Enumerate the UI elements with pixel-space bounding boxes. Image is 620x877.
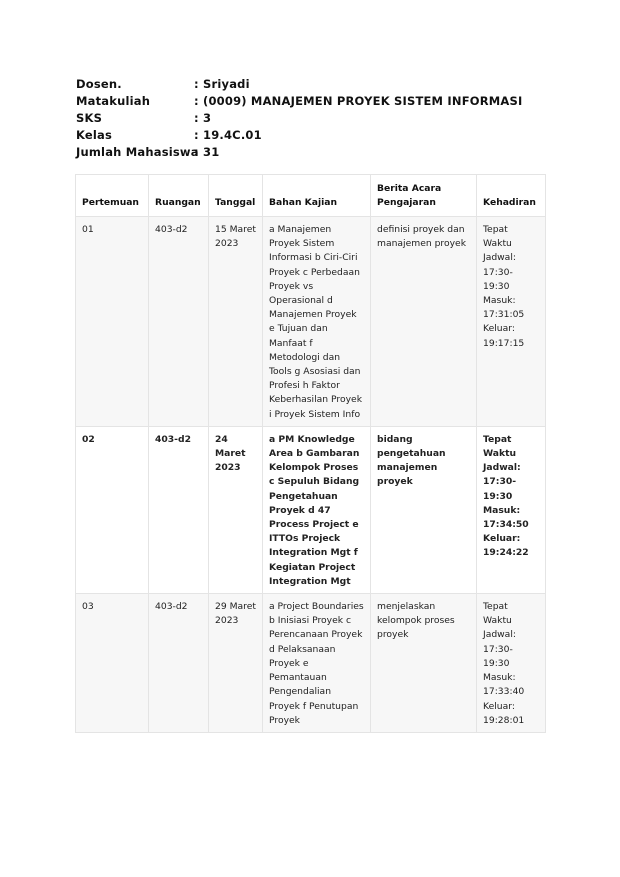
info-value: : 3: [194, 111, 212, 125]
cell-kehadiran: Tepat Waktu Jadwal: 17:30-19:30 Masuk: 17:34:50 Keluar: 19:24:22: [477, 426, 546, 593]
cell-tanggal: 15 Maret 2023: [209, 217, 263, 427]
info-row-matakuliah: [76, 93, 523, 110]
cell-ruangan: 403-d2: [149, 594, 209, 733]
info-label: Jumlah Mahasiswa: [76, 145, 199, 159]
cell-ruangan: 403-d2: [149, 426, 209, 593]
cell-berita-acara: bidang pengetahuan manajemen proyek: [371, 426, 477, 593]
cell-kehadiran: Tepat Waktu Jadwal: 17:30-19:30 Masuk: 17:31:05 Keluar: 19:17:15: [477, 217, 546, 427]
course-info: [76, 76, 523, 161]
table-row: [76, 594, 546, 733]
cell-kehadiran: Tepat Waktu Jadwal: 17:30-19:30 Masuk: 17:33:40 Keluar: 19:28:01: [477, 594, 546, 733]
info-label: Matakuliah: [76, 94, 151, 108]
info-label: SKS: [76, 111, 103, 125]
cell-berita-acara: menjelaskan kelompok proses proyek: [371, 594, 477, 733]
table-row: [76, 426, 546, 593]
header-pertemuan: Pertemuan: [76, 175, 149, 217]
info-value: : Sriyadi: [194, 77, 250, 91]
header-bahan-kajian: Bahan Kajian: [263, 175, 371, 217]
info-row-kelas: [76, 127, 523, 144]
info-row-dosen: [76, 76, 523, 93]
header-kehadiran: Kehadiran: [477, 175, 546, 217]
header-ruangan: Ruangan: [149, 175, 209, 217]
attendance-table: [75, 174, 546, 733]
cell-bahan-kajian: a PM Knowledge Area b Gambaran Kelompok Proses c Sepuluh Bidang Pengetahuan Proyek d 47 Process Project e ITTOs Projeck Integration Mgt f Kegiatan Project Integration Mgt: [263, 426, 371, 593]
info-row-sks: [76, 110, 523, 127]
info-label: Kelas: [76, 128, 113, 142]
info-value: : 31: [194, 145, 220, 159]
cell-bahan-kajian: a Project Boundaries b Inisiasi Proyek c Perencanaan Proyek d Pelaksanaan Proyek e Pemantauan Pengendalian Proyek f Penutupan Proyek: [263, 594, 371, 733]
info-row-jumlah-mahasiswa: [76, 144, 523, 161]
cell-pertemuan: 03: [76, 594, 149, 733]
info-value: : (0009) MANAJEMEN PROYEK SISTEM INFORMASI: [194, 94, 523, 108]
cell-ruangan: 403-d2: [149, 217, 209, 427]
info-value: : 19.4C.01: [194, 128, 262, 142]
header-tanggal: Tanggal: [209, 175, 263, 217]
cell-bahan-kajian: a Manajemen Proyek Sistem Informasi b Ciri-Ciri Proyek c Perbedaan Proyek vs Operasional d Manajemen Proyek e Tujuan dan Manfaat f Metodologi dan Tools g Asosiasi dan Profesi h Faktor Keberhasilan Proyek i Proyek Sistem Info: [263, 217, 371, 427]
header-berita-acara: Berita Acara Pengajaran: [371, 175, 477, 217]
cell-tanggal: 29 Maret 2023: [209, 594, 263, 733]
cell-pertemuan: 01: [76, 217, 149, 427]
cell-berita-acara: definisi proyek dan manajemen proyek: [371, 217, 477, 427]
cell-tanggal: 24 Maret 2023: [209, 426, 263, 593]
cell-pertemuan: 02: [76, 426, 149, 593]
info-label: Dosen.: [76, 77, 122, 91]
table-header-row: [76, 175, 546, 217]
table-row: [76, 217, 546, 427]
